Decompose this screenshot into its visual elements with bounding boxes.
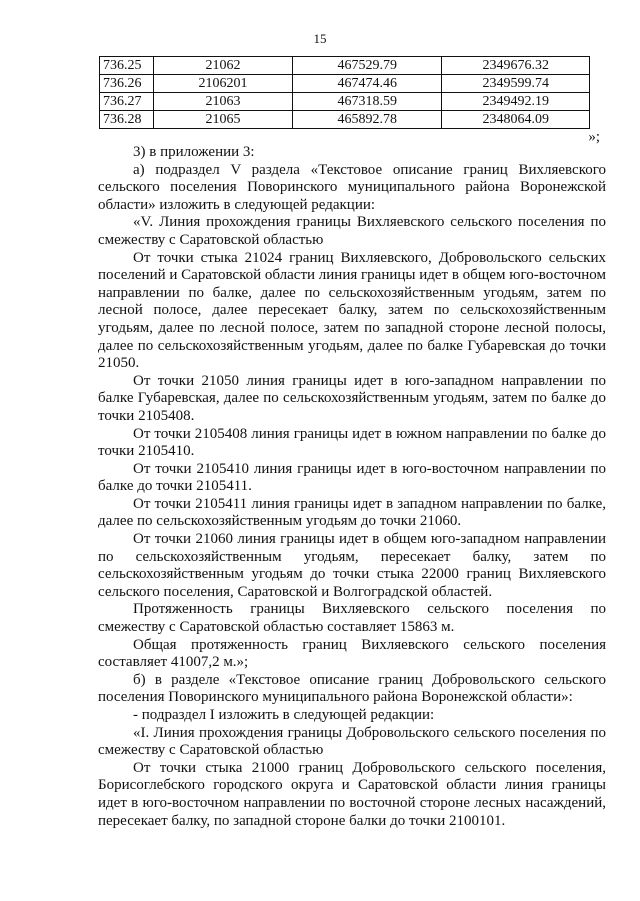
table-cell-number: 736.27 — [100, 93, 154, 111]
paragraph: От точки 2105408 линия границы идет в южном направлении по балке до точки 2105410. — [98, 425, 606, 460]
paragraph-section-v-heading: «V. Линия прохождения границы Вихляевского сельского поселения по смежеству с Саратовской областью — [98, 214, 606, 248]
table-cell-number: 736.26 — [100, 75, 154, 93]
paragraph-section-i-heading: «I. Линия прохождения границы Добровольского сельского поселения по смежеству с Саратовской областью — [98, 724, 606, 759]
table-row — [100, 57, 590, 75]
paragraph-subsection-a: а) подраздел V раздела «Текстовое описание границ Вихляевского сельского поселения Поворинского муниципального района Воронежской области» изложить в следующей редакции: — [98, 161, 606, 213]
paragraph: От точки стыка 21000 границ Добровольского сельского поселения, Борисоглебского городского округа и Саратовской области линия границы идет в юго-восточном направлении по восточной стороне лесных насаждений, пересекает балку, по западной стороне балки до точки 2100101. — [98, 759, 606, 829]
paragraph: От точки 21050 линия границы идет в юго-западном направлении по балке Губаревская, далее по сельскохозяйственным угодьям, затем по балке до точки 2105408. — [98, 372, 606, 424]
paragraph: От точки 2105410 линия границы идет в юго-восточном направлении по балке до точки 2105411. — [98, 460, 606, 495]
table-cell-number: 736.28 — [100, 111, 154, 129]
table-cell-y: 2349676.32 — [442, 57, 590, 75]
paragraph: Протяженность границы Вихляевского сельского поселения по смежеству с Саратовской областью составляет 15863 м. — [98, 601, 606, 636]
page-number: 15 — [313, 31, 327, 46]
table-cell-y: 2349599.74 — [442, 75, 590, 93]
paragraph: От точки стыка 21024 границ Вихляевского, Добровольского сельских поселений и Саратовской области линия границы идет в общем юго-восточном направлении по балке, далее по сельскохозяйственным угодьям, затем по лесной полосе, далее пересекает балку, затем по сельскохозяйственным угодьям, далее по лесной полосе, затем по западной стороне лесной полосы, далее по сельскохозяйственным угодьям, далее по балке Губаревская до точки 21050. — [98, 249, 607, 372]
table-cell-x: 467529.79 — [293, 57, 442, 75]
paragraph: От точки 2105411 линия границы идет в западном направлении по балке, далее по сельскохозяйственным угодьям до точки 21060. — [98, 495, 606, 530]
closing-quote: »; — [588, 129, 600, 145]
paragraph-appendix-3: 3) в приложении 3: — [133, 144, 255, 160]
table-cell-point: 21065 — [153, 111, 292, 129]
table-cell-point: 21063 — [153, 93, 292, 111]
table-cell-point: 2106201 — [153, 75, 292, 93]
table-cell-number: 736.25 — [100, 57, 154, 75]
table-row — [100, 75, 590, 93]
document-body — [98, 144, 606, 830]
paragraph: От точки 21060 линия границы идет в общем юго-западном направлении по сельскохозяйственным угодьям, пересекает балку, затем по сельскохозяйственным угодьям до точки стыка 22000 границ Вихляевского сельского поселения, Саратовской и Волгоградской областей. — [98, 531, 606, 600]
table-cell-y: 2349492.19 — [442, 93, 590, 111]
paragraph-subsection-b: б) в разделе «Текстовое описание границ Добровольского сельского поселения Поворинского муниципального района Воронежской области»: — [98, 671, 606, 706]
table-cell-y: 2348064.09 — [442, 111, 590, 129]
paragraph: - подраздел I изложить в следующей редакции: — [133, 707, 435, 723]
table-row — [100, 111, 590, 129]
paragraph: Общая протяженность границ Вихляевского сельского поселения составляет 41007,2 м.»; — [98, 636, 606, 671]
table-cell-point: 21062 — [153, 57, 292, 75]
table-cell-x: 465892.78 — [293, 111, 442, 129]
table-row — [100, 93, 590, 111]
table-cell-x: 467318.59 — [293, 93, 442, 111]
coordinate-table — [99, 56, 590, 129]
table-cell-x: 467474.46 — [293, 75, 442, 93]
